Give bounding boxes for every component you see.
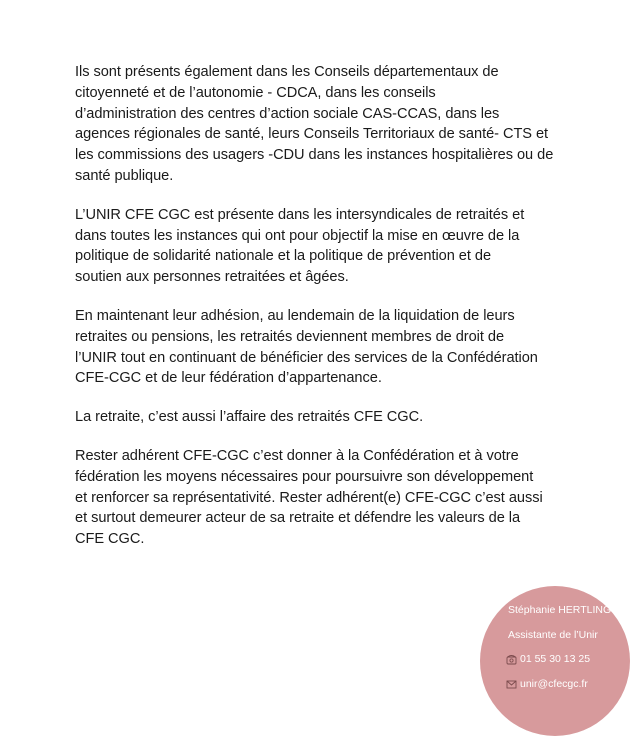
text-line: dans toutes les instances qui ont pour objectif la mise en œuvre de la xyxy=(75,227,520,244)
text-line: CFE CGC. xyxy=(75,531,145,548)
text-line: politique de solidarité nationale et la politique de prévention et de xyxy=(75,248,492,265)
paragraph-rester-adherent xyxy=(75,446,575,550)
contact-phone-row xyxy=(506,653,590,665)
text-line: agences régionales de santé, leurs Conseils Territoriaux de santé- CTS et xyxy=(75,126,549,143)
text-line: citoyenneté et de l’autonomie - CDCA, dans les conseils xyxy=(75,84,436,101)
paragraph-intersyndicales xyxy=(75,205,575,288)
text-line: En maintenant leur adhésion, au lendemain de la liquidation de leurs xyxy=(75,307,515,324)
email-icon xyxy=(506,679,517,690)
paragraph-instances xyxy=(75,62,575,187)
text-line: retraites ou pensions, les retraités deviennent membres de droit de xyxy=(75,328,505,345)
text-line: Rester adhérent CFE-CGC c’est donner à la Confédération et à votre xyxy=(75,447,519,464)
text-line: et renforcer sa représentativité. Rester adhérent(e) CFE-CGC c’est aussi xyxy=(75,489,543,506)
phone-icon xyxy=(506,654,517,665)
text-line: CFE-CGC et de leur fédération d’appartenance. xyxy=(75,370,382,387)
document-body xyxy=(75,62,575,568)
contact-name: Stéphanie HERTLING xyxy=(508,604,612,616)
paragraph-retraite xyxy=(75,407,575,428)
paragraph-adhesion xyxy=(75,306,575,389)
text-line: Ils sont présents également dans les Conseils départementaux de xyxy=(75,64,499,80)
text-line: l’UNIR tout en continuant de bénéficier des services de la Confédération xyxy=(75,349,538,366)
text-line: La retraite, c’est aussi l’affaire des retraités CFE CGC. xyxy=(75,409,424,426)
text-line: L’UNIR CFE CGC est présente dans les intersyndicales de retraités et xyxy=(75,206,525,223)
text-line: et surtout demeurer acteur de sa retraite et défendre les valeurs de la xyxy=(75,510,521,527)
contact-email[interactable]: unir@cfecgc.fr xyxy=(520,678,588,690)
contact-email-row xyxy=(506,678,588,690)
text-line: fédération les moyens nécessaires pour poursuivre son développement xyxy=(75,468,534,485)
contact-role: Assistante de l’Unir xyxy=(508,629,598,641)
contact-card xyxy=(480,586,630,736)
text-line: les commissions des usagers -CDU dans les instances hospitalières ou de xyxy=(75,147,554,164)
text-line: d’administration des centres d’action sociale CAS-CCAS, dans les xyxy=(75,105,500,122)
text-line: santé publique. xyxy=(75,167,174,184)
text-line: soutien aux personnes retraitées et âgées. xyxy=(75,269,349,286)
contact-phone[interactable]: 01 55 30 13 25 xyxy=(520,653,591,665)
